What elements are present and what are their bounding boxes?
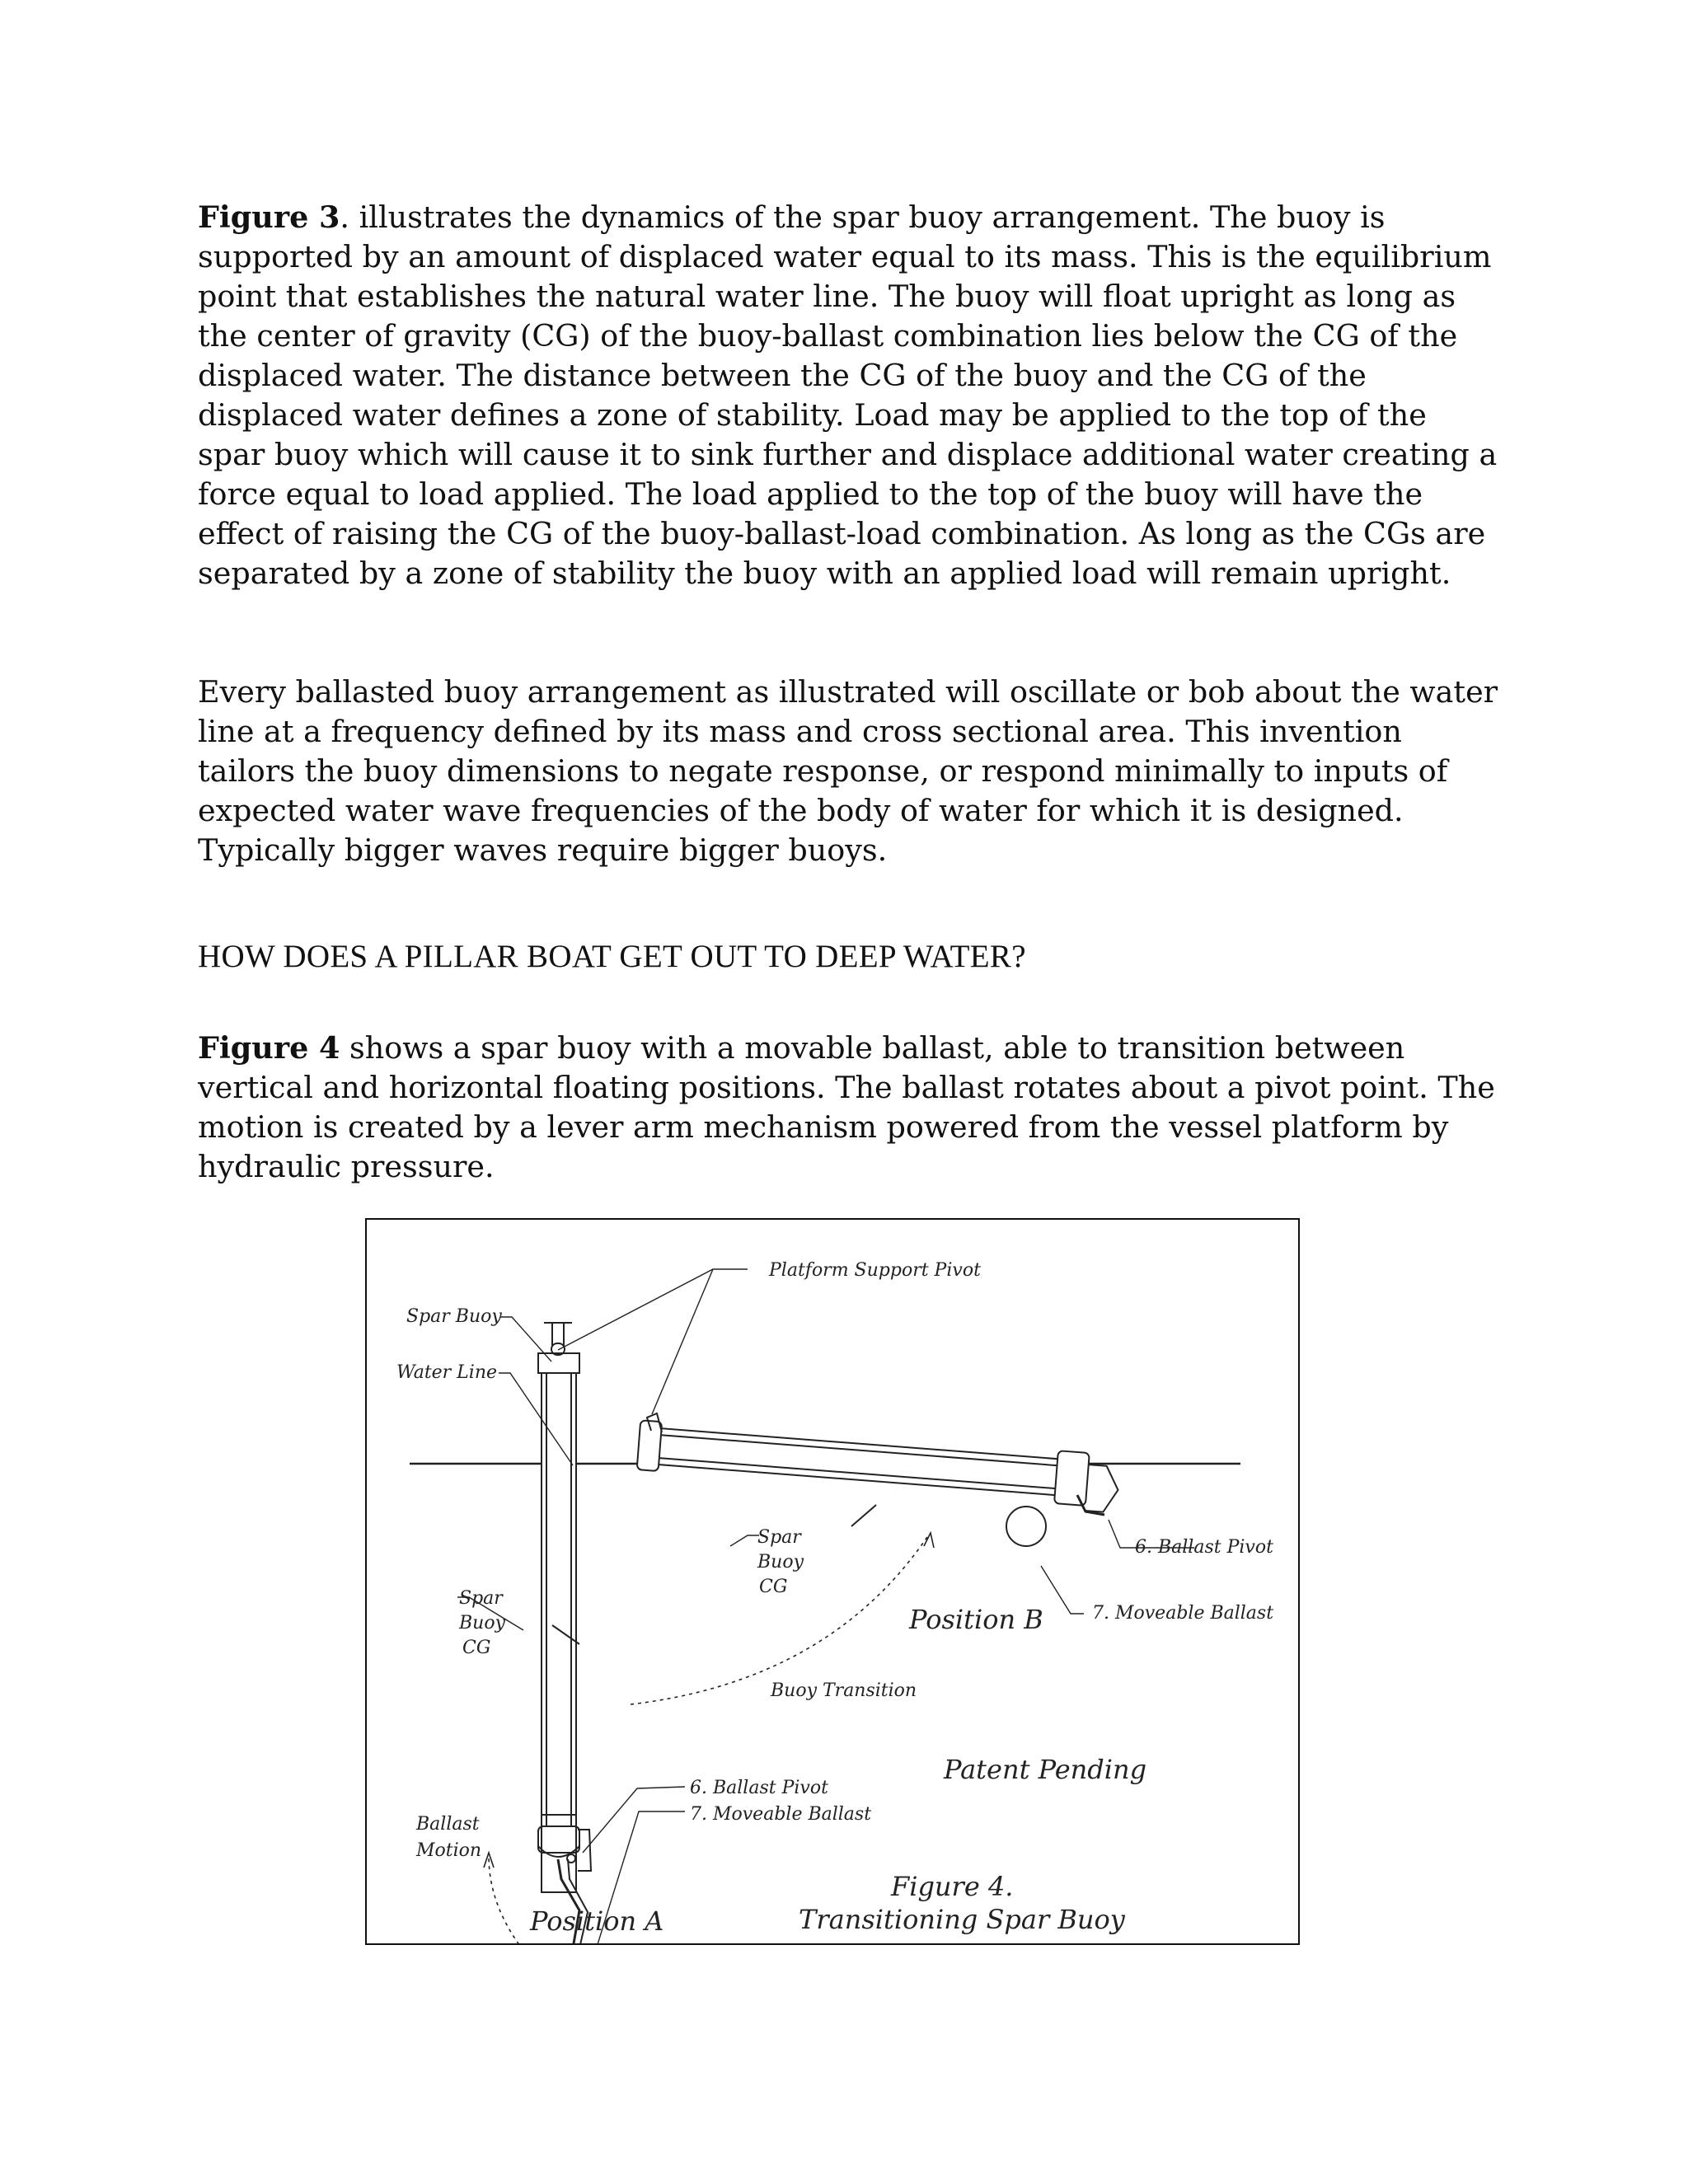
paragraph-figure3 (198, 198, 1500, 593)
cg-pointer-b (851, 1505, 876, 1526)
paragraph-figure4 (198, 1029, 1500, 1187)
label-buoy-transition: Buoy Transition (771, 1680, 917, 1701)
paragraph-figure3-text: . illustrates the dynamics of the spar buoy arrangement. The buoy is supported by an amount of displaced water equal to its mass. This is the equilibrium point that establishes the natural water line. The buoy will float upright as long as the center of gravity (CG) of the buoy-ballast combination lies below the CG of the displaced water. The distance between the CG of the buoy and the CG of the displaced water defines a zone of stability. Load may be applied to the top of the spar buoy which will cause it to sink further and displace additional water creating a force equal to load applied. The load applied to the top of the buoy will have the effect of raising the CG of the buoy-ballast-load combination. As long as the CGs are separated by a zone of stability the buoy with an applied load will remain upright. (198, 199, 1498, 591)
label-ballast-motion (415, 1814, 481, 1861)
svg-text:Motion: Motion (416, 1840, 482, 1861)
label-moveable-ballast-a: 7. Moveable Ballast (690, 1804, 872, 1825)
label-position-b: Position B (909, 1604, 1043, 1635)
paragraph-oscillation-text: Every ballasted buoy arrangement as illustrated will oscillate or bob about the water line at a frequency defined by its mass and cross sectional area. This invention tailors the buoy dimensions to negate response, or respond minimally to inputs of expected water wave frequencies of the body of water for which it is designed. Typically bigger waves require bigger buoys. (198, 674, 1498, 868)
label-water-line: Water Line (396, 1362, 498, 1383)
figure3-reference: Figure 3 (198, 199, 340, 235)
svg-text:Ballast: Ballast (416, 1814, 480, 1835)
label-spar-buoy-cg-a (458, 1588, 506, 1658)
label-ballast-pivot-a: 6. Ballast Pivot (690, 1778, 828, 1798)
figure-4-svg (367, 1220, 1298, 1943)
label-platform-support-pivot: Platform Support Pivot (769, 1260, 981, 1281)
figure-number: Figure 4. (891, 1871, 1014, 1902)
moveable-ballast-b (1006, 1507, 1046, 1546)
svg-text:Buoy: Buoy (757, 1552, 804, 1572)
label-spar-buoy-cg-b (757, 1527, 804, 1597)
figure4-reference: Figure 4 (198, 1030, 340, 1066)
svg-text:CG: CG (759, 1577, 788, 1597)
paragraph-oscillation (198, 673, 1500, 870)
label-ballast-pivot-b: 6. Ballast Pivot (1135, 1537, 1273, 1558)
label-moveable-ballast-b: 7. Moveable Ballast (1092, 1603, 1274, 1624)
figure-4-diagram (365, 1218, 1300, 1945)
figure-title: Transitioning Spar Buoy (799, 1904, 1125, 1935)
label-position-a: Position A (530, 1905, 664, 1937)
svg-text:Spar: Spar (757, 1527, 801, 1548)
label-spar-buoy: Spar Buoy (406, 1306, 502, 1327)
horizontal-spar-buoy (636, 1418, 1121, 1513)
svg-text:CG: CG (462, 1638, 491, 1658)
label-patent-pending: Patent Pending (944, 1754, 1147, 1785)
svg-text:Buoy: Buoy (459, 1613, 506, 1633)
section-heading: HOW DOES A PILLAR BOAT GET OUT TO DEEP WATER? (198, 939, 1026, 974)
svg-text:Spar: Spar (459, 1588, 503, 1609)
paragraph-figure4-text: shows a spar buoy with a movable ballast, able to transition between vertical and horizontal floating positions. The ballast rotates about a pivot point. The motion is created by a lever arm mechanism powered from the vessel platform by hydraulic pressure. (198, 1030, 1495, 1184)
